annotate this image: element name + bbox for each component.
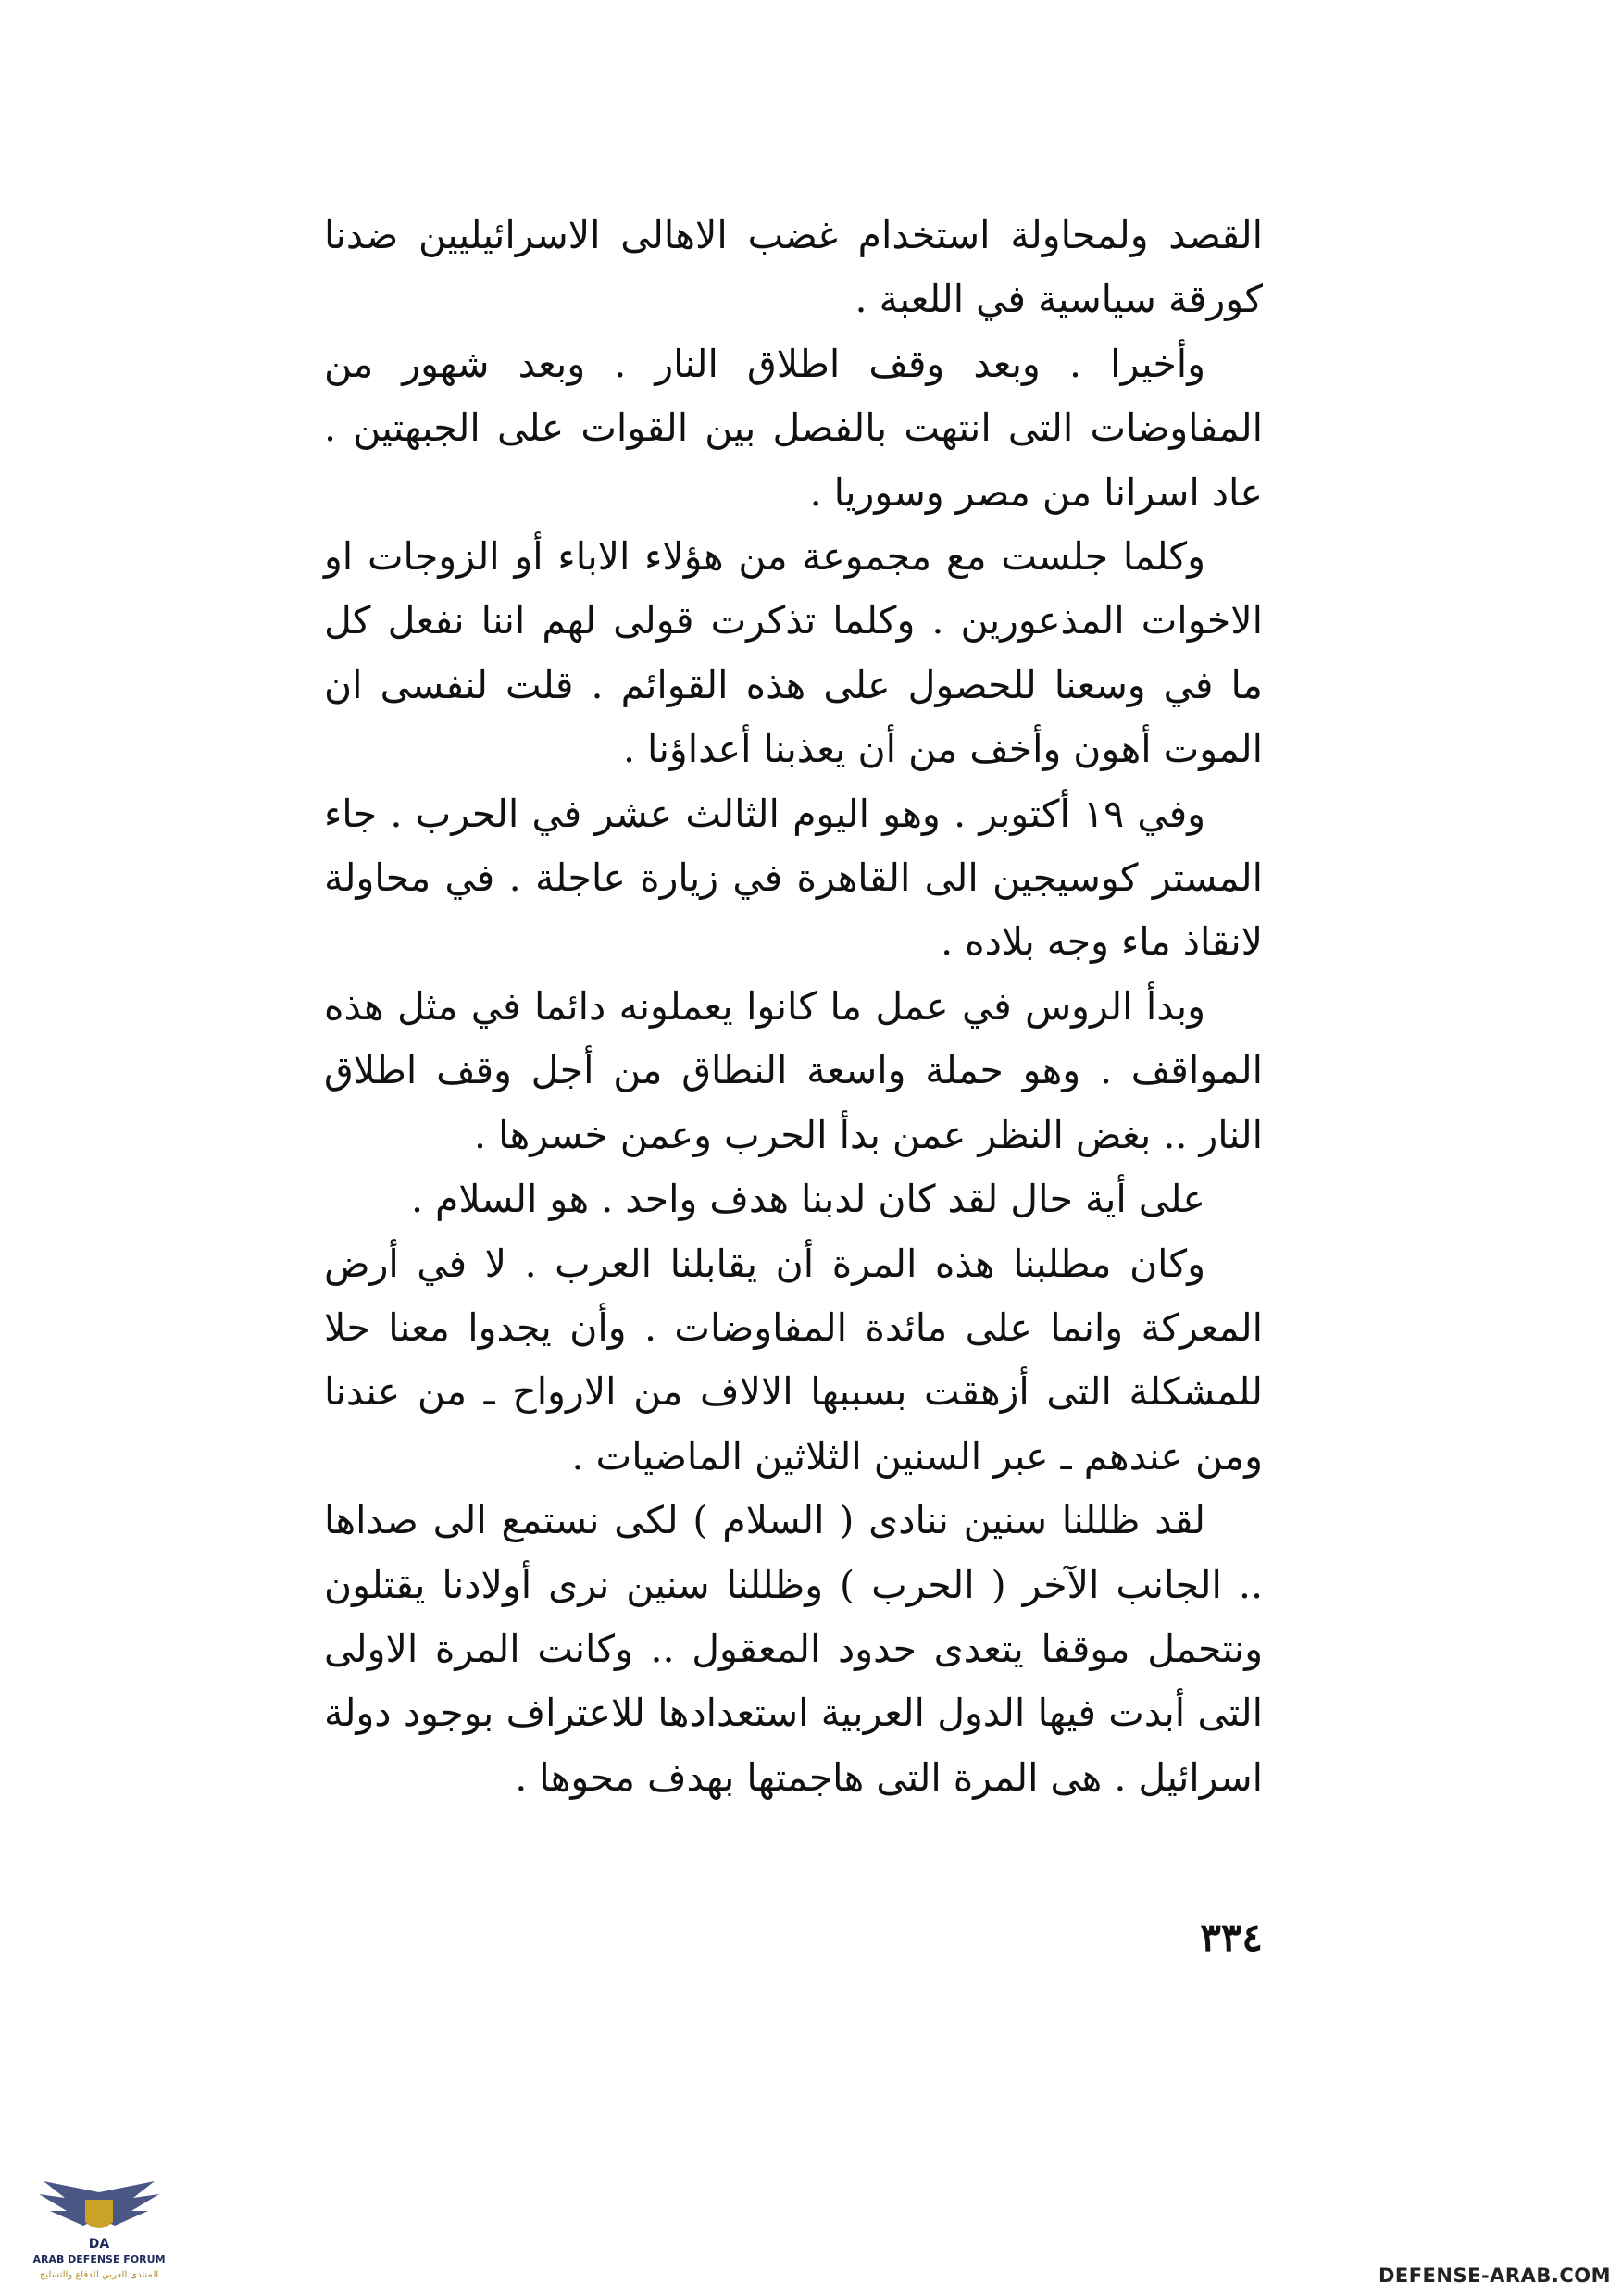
arab-defense-forum-logo-icon: [30, 2174, 168, 2285]
paragraph: وبدأ الروس في عمل ما كانوا يعملونه دائما في مثل هذه المواقف . وهو حملة واسعة النطاق من أجل وقف اطلاق النار .. بغض النظر عمن بدأ الحرب وعمن خسرها .: [324, 983, 1263, 1157]
paragraph: القصد ولمحاولة استخدام غضب الاهالى الاسرائيليين ضدنا كورقة سياسية في اللعبة .: [324, 213, 1263, 322]
paragraph: وفي ١٩ أكتوبر . وهو اليوم الثالث عشر في الحرب . جاء المستر كوسيجين الى القاهرة في زيارة عاجلة . في محاولة لانقاذ ماء وجه بلاده .: [324, 791, 1263, 965]
page-number: ٣٣٤: [1200, 1915, 1263, 1960]
logo-shield-icon: [85, 2200, 113, 2228]
logo-abbrev: DA: [88, 2237, 110, 2252]
paragraph: وكان مطلبنا هذه المرة أن يقابلنا العرب . لا في أرض المعركة وانما على مائدة المفاوضات . وأن يجدوا معنا حلا للمشكلة التى أزهقت بسببها الالاف من الارواح ـ من عندنا ومن عندهم ـ عبر السنين الثلاثين الماضيات .: [324, 1241, 1263, 1479]
logo-text-ar: المنتدى العربي للدفاع والتسليح: [39, 2270, 159, 2280]
paragraph: وأخيرا . وبعد وقف اطلاق النار . وبعد شهور من المفاوضات التى انتهت بالفصل بين القوات على الجبهتين . عاد اسرانا من مصر وسوريا .: [324, 341, 1263, 515]
watermark-site: DEFENSE-ARAB.COM: [1378, 2265, 1611, 2287]
book-page-text: [324, 204, 1263, 1810]
logo-text-en: ARAB DEFENSE FORUM: [32, 2253, 166, 2265]
paragraph: على أية حال لقد كان لدبنا هدف واحد . هو السلام .: [410, 1177, 1205, 1222]
paragraph: وكلما جلست مع مجموعة من هؤلاء الاباء أو الزوجات او الاخوات المذعورين . وكلما تذكرت قولى لهم اننا نفعل كل ما في وسعنا للحصول على هذه القوائم . قلت لنفسى ان الموت أهون وأخف من أن يعذبنا أعداؤنا .: [324, 534, 1263, 772]
paragraph: لقد ظللنا سنين ننادى ( السلام ) لكى نستمع الى صداها .. الجانب الآخر ( الحرب ) وظللنا سنين نرى أولادنا يقتلون ونتحمل موقفا يتعدى حدود المعقول .. وكانت المرة الاولى التى أبدت فيها الدول العربية استعدادها للاعتراف بوجود دولة اسرائيل . هى المرة التى هاجمتها بهدف محوها .: [324, 1498, 1263, 1800]
